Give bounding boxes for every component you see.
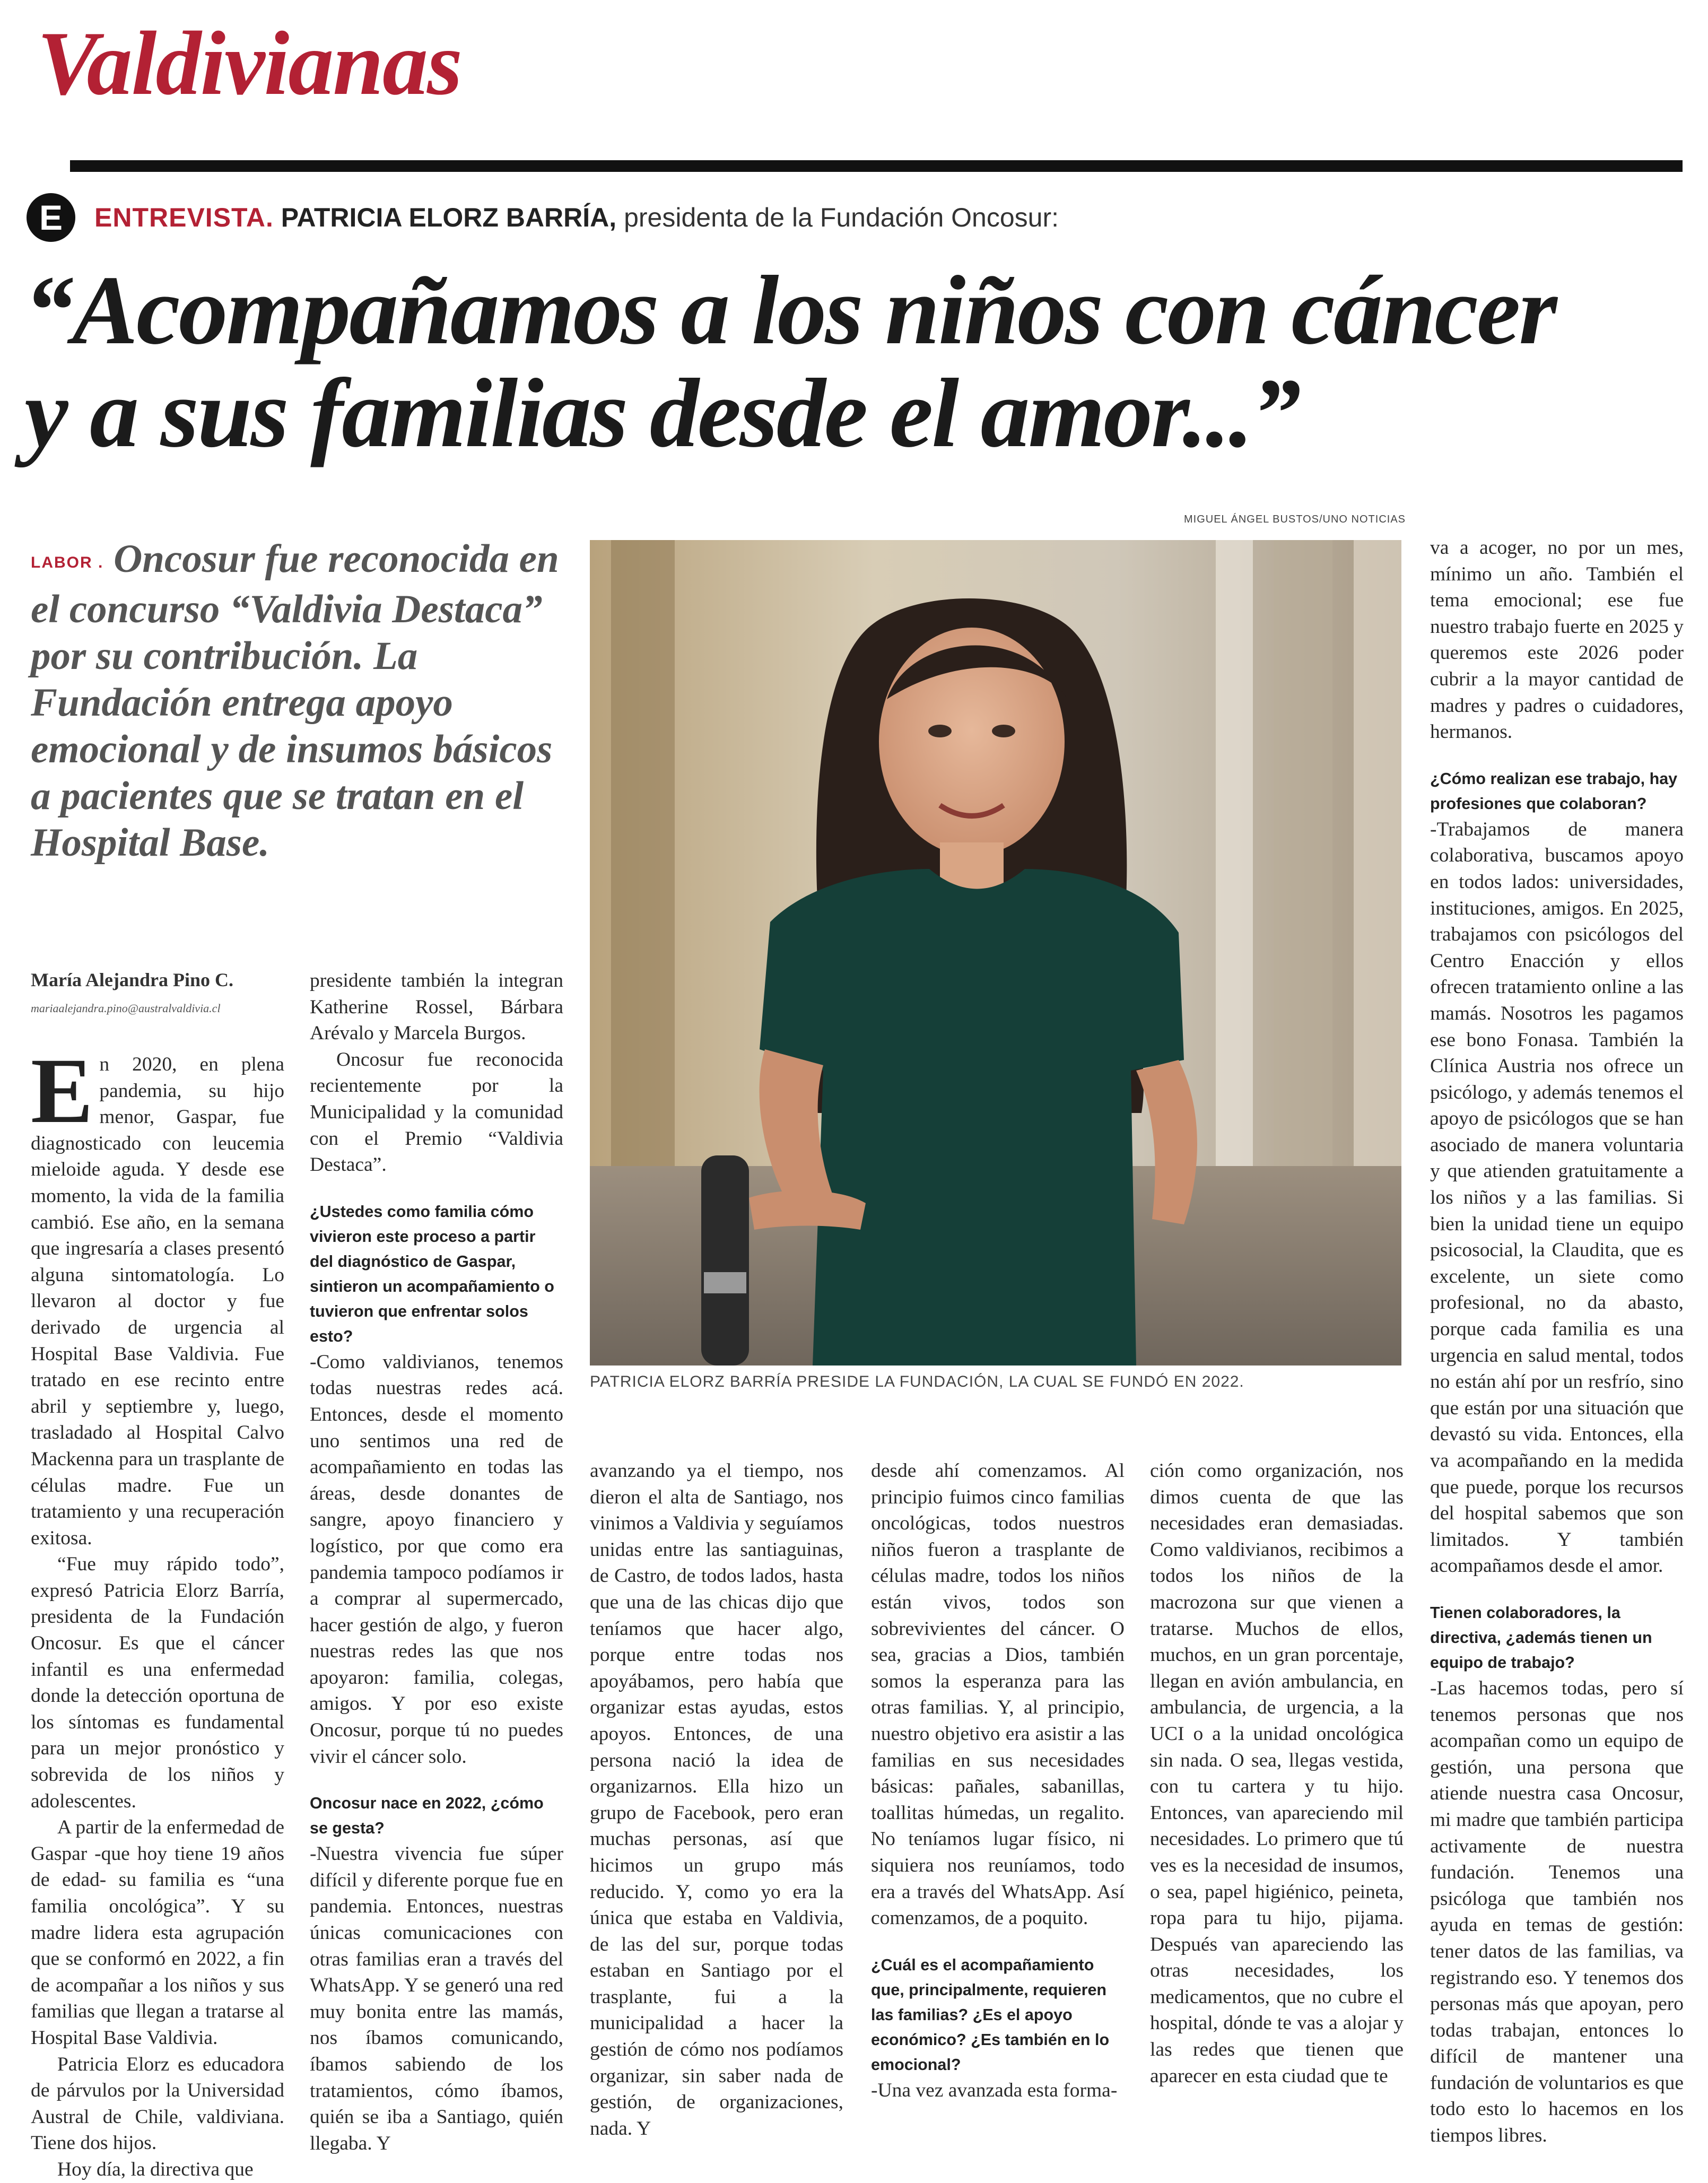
paragraph: Patricia Elorz es educadora de párvulos por la Universidad Austral de Chile, valdiviana. Tiene dos hijos. xyxy=(31,2053,284,2154)
article-column-4 xyxy=(871,1458,1125,2103)
interview-question: ¿Ustedes como familia cómo vivieron este proceso a partir del diagnóstico de Gaspar, sintieron un acompañamiento o tuvieron que enfrentar solos esto? xyxy=(310,1202,554,1345)
headline xyxy=(24,256,1690,468)
interview-answer: -Como valdivianos, tenemos todas nuestras redes acá. Entonces, desde el momento uno sentimos una red de acompañamiento en todas las áreas, desde donantes de sangre, apoyo financiero y logístico, por que como era pandemia tampoco podíamos ir a comprar al supermercado, hacer gestión de algo, y fueron nuestras redes las que nos apoyaron: familia, colegas, amigos. Y por eso existe Oncosur, porque tú no puedes vivir el cáncer solo. xyxy=(310,1351,563,1768)
kicker-name: PATRICIA ELORZ BARRÍA, xyxy=(281,203,617,232)
paragraph: “Fue muy rápido todo”, expresó Patricia Elorz Barría, presidenta de la Fundación Oncosur. Es que el cáncer infantil es una enfermedad donde la detección oportuna de los síntomas es fundamental para un mejor pronóstico y sobrevida de los niños y adolescentes. xyxy=(31,1553,284,1812)
byline-email[interactable]: mariaalejandra.pino@australvaldivia.cl xyxy=(31,1002,221,1015)
paragraph: A partir de la enfermedad de Gaspar -que hoy tiene 19 años de edad- su familia es “una familia oncológica”. Y su madre lidera esta agrupación que se conformó en 2022, a fin de acompañar a los niños y sus familias que llegan a tratarse al Hospital Base Valdivia. xyxy=(31,1816,284,2049)
kicker-label: ENTREVISTA. xyxy=(94,203,274,232)
paragraph: Hoy día, la directiva que xyxy=(57,2158,254,2180)
interview-question: Oncosur nace en 2022, ¿cómo se gesta? xyxy=(310,1794,544,1838)
article-column-6 xyxy=(1430,535,1684,2149)
photo-caption: PATRICIA ELORZ BARRÍA PRESIDE LA FUNDACIÓN, LA CUAL SE FUNDÓ EN 2022. xyxy=(590,1373,1244,1390)
article-column-3 xyxy=(590,1458,843,2142)
article-column-2 xyxy=(310,968,563,2156)
interview-question: ¿Cómo realizan ese trabajo, hay profesiones que colaboran? xyxy=(1430,769,1678,813)
paragraph: avanzando ya el tiempo, nos dieron el alta de Santiago, nos vinimos a Valdivia y seguíamos unidas entre las santiaguinas, de Castro, de todos lados, hasta que una de las chicas dijo que teníamos que hacer algo, porque entre todas nos apoyábamos, pero había que organizar estas ayudas, estos apoyos. Entonces, de una persona nació la idea de organizarnos. Ella hizo un grupo de Facebook, pero eran muchas personas, así que hicimos un grupo más reducido. Y, como yo era la única que estaba en Valdivia, de las del sur, porque todas estaban en Santiago por el trasplante, fui a la municipalidad a hacer la gestión de cómo nos podíamos organizar, sin saber nada de gestión, de organizaciones, nada. Y xyxy=(590,1460,843,2139)
paragraph: desde ahí comenzamos. Al principio fuimos cinco familias oncológicas, todos nuestros niños fueron a trasplante de células madre, todos los niños están vivos, todos son sobrevivientes del cáncer. O sea, gracias a Dios, también somos la esperanza para las otras familias. Y, al principio, nuestro objetivo era asistir a las familias en sus necesidades básicas: pañales, sabanillas, toallitas húmedas, un regalito. No teníamos lugar físico, ni siquiera nos reuníamos, todo era a través del WhatsApp. Así comenzamos, de a poquito. xyxy=(871,1460,1125,1929)
interview-question: Tienen colaboradores, la directiva, ¿además tienen un equipo de trabajo? xyxy=(1430,1603,1652,1672)
headline-line-2: y a sus familias desde el amor...” xyxy=(24,359,1300,468)
deck-text: Oncosur fue reconocida en el concurso “Valdivia Destaca” por su contribución. La Fundación entrega apoyo emocional y de insumos básicos a pacientes que se tratan en el Hospital Base. xyxy=(31,537,559,865)
top-rule xyxy=(70,160,1683,172)
article-column-5 xyxy=(1150,1458,1404,2089)
interview-answer: -Trabajamos de manera colaborativa, buscamos apoyo en todos lados: universidades, instituciones, amigos. En 2025, trabajamos con psicólogos del Centro Enacción y ellos ofrecen tratamiento online a las mamás. Nosotros les pagamos ese bono Fonasa. También la Clínica Austria nos ofrece un psicólogo, y además tenemos el apoyo de psicólogos que se han asociado de manera voluntaria y que atienden gratuitamente a los niños y a las familias. Si bien la unidad tiene un equipo psicosocial, la Claudita, que es excelente, un siete como profesional, no da abasto, porque cada familia es una urgencia en salud mental, todos no están ahí por un resfrío, sino que están por una situación que devastó su vida. Entonces, ella va acompañando en la medida que puede, porque los recursos del hospital sabemos que son limitados. Y también acompañamos desde el amor. xyxy=(1430,818,1684,1577)
interview-question: ¿Cuál es el acompañamiento que, principalmente, requieren las familias? ¿Es el apoyo económico? ¿Es también en lo emocional? xyxy=(871,1955,1110,2074)
portrait-photo xyxy=(590,540,1401,1366)
interview-answer: -Nuestra vivencia fue súper difícil y diferente porque fue en pandemia. Entonces, nuestras únicas comunicaciones con otras familias eran a través del WhatsApp. Y se generó una red muy bonita entre las mamás, nos íbamos comunicando, íbamos sabiendo de los tratamientos, cómo íbamos, quién se iba a Santiago, quién llegaba. Y xyxy=(310,1843,563,2154)
headline-line-1: “Acompañamos a los niños con cáncer xyxy=(24,256,1556,365)
article-column-1 xyxy=(31,1039,284,2183)
interview-badge-icon: E xyxy=(27,193,75,242)
deck xyxy=(31,536,567,866)
paragraph: va a acoger, no por un mes, mínimo un año. También el tema emocional; ese fue nuestro trabajo fuerte en 2025 y queremos este 2026 poder cubrir a la mayor cantidad de madres y padres o cuidadores, hermanos. xyxy=(1430,537,1684,743)
portrait-illustration xyxy=(590,540,1401,1366)
paragraph: presidente también la integran Katherine Rossel, Bárbara Arévalo y Marcela Burgos. xyxy=(310,970,563,1045)
kicker xyxy=(94,196,1059,239)
section-title: Valdivianas xyxy=(37,13,461,114)
paragraph: En 2020, en plena pandemia, su hijo menor, Gaspar, fue diagnosticado con leucemia mieloide aguda. Y desde ese momento, la vida de la familia cambió. Ese año, en la semana que ingresaría a clases presentó alguna sintomatología. Lo llevaron al doctor y fue derivado de urgencia al Hospital Base Valdivia. Fue tratado en ese recinto entre abril y septiembre y, luego, trasladado al Hospital Calvo Mackenna para un trasplante de células madre. Fue un tratamiento y una recuperación exitosa. xyxy=(31,1039,284,1549)
deck-label: LABOR . xyxy=(31,553,104,571)
byline-author: María Alejandra Pino C. xyxy=(31,969,233,990)
photo-credit: MIGUEL ÁNGEL BUSTOS/UNO NOTICIAS xyxy=(1184,514,1406,525)
paragraph: Oncosur fue reconocida recientemente por la Municipalidad y la comunidad con el Premio “Valdivia Destaca”. xyxy=(310,1048,563,1176)
drop-cap: E xyxy=(31,1039,93,1143)
interview-answer: -Las hacemos todas, pero sí tenemos personas que nos acompañan como un equipo de gestión, una persona que atiende nuestra casa Oncosur, mi madre que también participa activamente de nuestra fundación. Tenemos una psicóloga que también nos ayuda en temas de gestión: tener datos de las familias, va registrando eso. Y tenemos dos personas más que apoyan, pero todas trabajan, entonces lo difícil de mantener una fundación de voluntarios es que todo esto lo hacemos en los tiempos libres. xyxy=(1430,1677,1684,2147)
paragraph: ción como organización, nos dimos cuenta de que las necesidades eran demasiadas. Como valdivianos, recibimos a todos los niños de la macrozona sur que vienen a tratarse. Muchos de ellos, muchos, en un gran porcentaje, llegan en avión ambulancia, en ambulancia, de urgencia, a la UCI o a la unidad oncológica sin nada. O sea, llegas vestida, con tu cartera y tu hijo. Entonces, van apareciendo mil necesidades. Lo primero que tú ves es la necesidad de insumos, o sea, papel higiénico, peineta, ropa para tu hijo, pijama. Después van apareciendo las otras necesidades, los medicamentos, que no cubre el hospital, dónde te vas a alojar y las redes que tienen que aparecer en esta ciudad que te xyxy=(1150,1460,1404,2087)
interview-answer: -Una vez avanzada esta forma- xyxy=(871,2079,1118,2101)
kicker-role: presidenta de la Fundación Oncosur: xyxy=(624,203,1059,232)
